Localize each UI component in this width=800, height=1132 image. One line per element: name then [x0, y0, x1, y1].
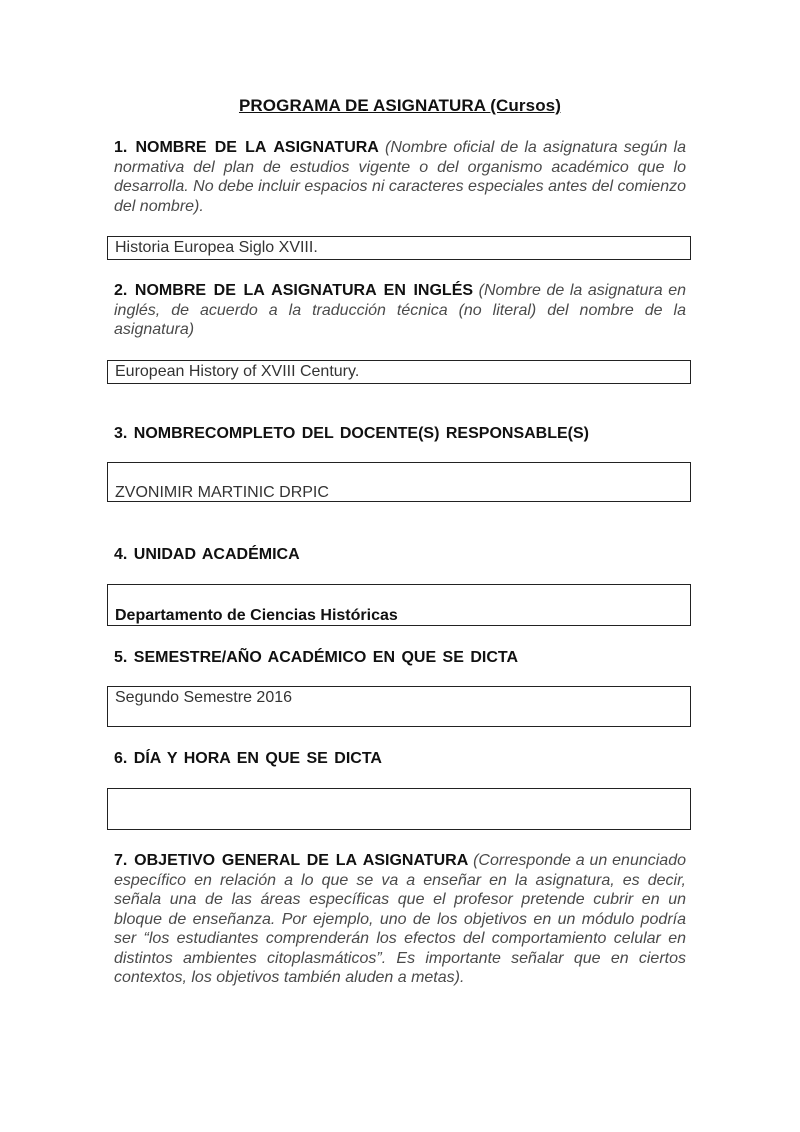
- section-1-value: Historia Europea Siglo XVIII.: [115, 239, 318, 256]
- section-7-text: [114, 851, 686, 988]
- section-2-heading: 2. NOMBRE DE LA ASIGNATURA EN INGLÉS: [114, 282, 474, 299]
- section-5-field[interactable]: [107, 686, 691, 727]
- section-6-heading: 6. DÍA Y HORA EN QUE SE DICTA: [114, 750, 382, 767]
- section-6-text: [114, 749, 686, 769]
- section-2-value: European History of XVIII Century.: [115, 363, 360, 380]
- section-4-text: [114, 545, 686, 565]
- section-4-value: Departamento de Ciencias Históricas: [115, 607, 398, 624]
- section-4-heading: 4. UNIDAD ACADÉMICA: [114, 546, 300, 563]
- section-5-text: [114, 648, 686, 668]
- section-1-text: [114, 138, 686, 216]
- section-5-value: Segundo Semestre 2016: [115, 689, 293, 706]
- section-2-field[interactable]: [107, 360, 691, 384]
- section-3-value: ZVONIMIR MARTINIC DRPIC: [115, 484, 329, 501]
- section-7-note: (Corresponde a un enunciado específico en relación a lo que se va a enseñar en la asignatura, es decir, señala una de las áreas específicas que el profesor pretende cubrir en un bloque de enseñanza. Por ejemplo, uno de los objetivos en un módulo podría ser “los estudiantes comprenderán los efectos del comportamiento celular en distintos ambientes citoplasmáticos”. Es importante señalar que en ciertos contextos, los objetivos también aluden a metas).: [114, 852, 686, 986]
- section-6-field[interactable]: [107, 788, 691, 830]
- section-3-text: [114, 424, 686, 444]
- section-2-note: (Nombre de la asignatura en inglés, de acuerdo a la traducción técnica (no literal) del nombre de la asignatura): [114, 282, 687, 338]
- section-2-text: [114, 281, 686, 340]
- section-1-heading: 1. NOMBRE DE LA ASIGNATURA: [114, 139, 379, 156]
- section-1-note: (Nombre oficial de la asignatura según la normativa del plan de estudios vigente o del organismo académico que lo desarrolla. No debe incluir espacios ni caracteres especiales antes del comienzo del nombre).: [114, 139, 686, 215]
- section-7-heading: 7. OBJETIVO GENERAL DE LA ASIGNATURA: [114, 852, 469, 869]
- section-4-field[interactable]: [107, 584, 691, 626]
- section-5-heading: 5. SEMESTRE/AÑO ACADÉMICO EN QUE SE DICTA: [114, 649, 519, 666]
- section-3-field[interactable]: [107, 462, 691, 502]
- page-title: PROGRAMA DE ASIGNATURA (Cursos): [238, 96, 561, 115]
- section-3-heading: 3. NOMBRECOMPLETO DEL DOCENTE(S) RESPONSABLE(S): [114, 425, 589, 442]
- section-1-field[interactable]: [107, 236, 691, 260]
